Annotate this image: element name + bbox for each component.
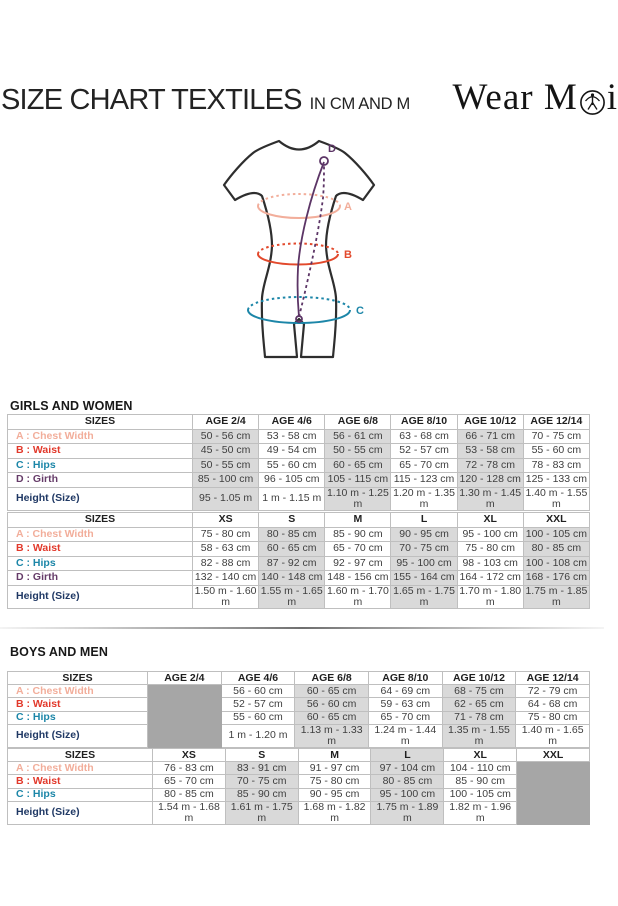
size-cell: 50 - 55 cm [325,444,391,459]
size-cell: 164 - 172 cm [457,571,523,586]
column-header: XL [457,513,523,528]
size-cell: 56 - 61 cm [325,429,391,444]
size-cell: 132 - 140 cm [193,571,259,586]
size-table [7,671,590,748]
size-cell: 56 - 60 cm [295,698,369,711]
table-row [8,585,590,608]
size-cell: 1.50 m - 1.60 m [193,585,259,608]
size-cell: 105 - 115 cm [325,473,391,488]
sizes-column-header: SIZES [8,749,153,762]
table-row [8,762,590,775]
size-cell: 49 - 54 cm [259,444,325,459]
size-cell: 1.13 m - 1.33 m [295,724,369,747]
size-cell: 55 - 60 cm [221,711,295,724]
column-header: AGE 10/12 [442,672,516,685]
size-cell: 65 - 70 cm [153,775,226,788]
size-cell: 100 - 108 cm [523,556,589,571]
column-header: XXL [523,513,589,528]
size-cell: 1 m - 1.15 m [259,487,325,510]
size-cell: 85 - 90 cm [225,788,298,801]
size-cell [148,698,222,711]
size-cell: 59 - 63 cm [368,698,442,711]
row-label: C : Hips [8,458,193,473]
size-cell: 95 - 100 cm [391,556,457,571]
size-cell: 58 - 63 cm [193,542,259,557]
chest-ellipse-front [258,206,340,218]
size-cell: 65 - 70 cm [368,711,442,724]
size-cell: 120 - 128 cm [457,473,523,488]
size-cell: 1.40 m - 1.65 m [516,724,590,747]
size-cell: 50 - 55 cm [193,458,259,473]
size-cell: 1.35 m - 1.55 m [442,724,516,747]
page-title: SIZE CHART TEXTILES [1,84,302,116]
size-cell: 75 - 80 cm [457,542,523,557]
size-cell: 53 - 58 cm [259,429,325,444]
size-cell: 1.30 m - 1.45 m [457,487,523,510]
size-cell: 71 - 78 cm [442,711,516,724]
size-cell: 100 - 105 cm [523,527,589,542]
column-header: M [298,749,371,762]
size-cell [517,801,590,824]
size-cell: 92 - 97 cm [325,556,391,571]
table-girls-women-sizes [7,512,590,609]
row-label: B : Waist [8,542,193,557]
waist-label: B [344,249,352,261]
size-cell: 1.60 m - 1.70 m [325,585,391,608]
row-label: A : Chest Width [8,527,193,542]
size-cell: 100 - 105 cm [444,788,517,801]
size-cell: 91 - 97 cm [298,762,371,775]
size-cell: 1.55 m - 1.65 m [259,585,325,608]
size-table [7,748,590,825]
size-cell: 52 - 57 cm [391,444,457,459]
girth-label: D [328,143,336,155]
size-cell: 78 - 83 cm [523,458,589,473]
size-cell: 104 - 110 cm [444,762,517,775]
column-header: AGE 10/12 [457,415,523,430]
size-cell: 90 - 95 cm [298,788,371,801]
table-row [8,711,590,724]
size-cell: 1.54 m - 1.68 m [153,801,226,824]
size-cell: 85 - 90 cm [444,775,517,788]
size-table [7,414,590,511]
size-cell: 60 - 65 cm [325,458,391,473]
size-cell: 55 - 60 cm [523,444,589,459]
size-cell: 60 - 65 cm [295,685,369,698]
size-cell: 1.10 m - 1.25 m [325,487,391,510]
size-cell: 125 - 133 cm [523,473,589,488]
row-label: B : Waist [8,775,153,788]
size-cell: 98 - 103 cm [457,556,523,571]
column-header: XS [193,513,259,528]
size-cell [148,685,222,698]
size-cell: 65 - 70 cm [325,542,391,557]
size-cell: 70 - 75 cm [391,542,457,557]
column-header: AGE 6/8 [325,415,391,430]
size-cell: 70 - 75 cm [523,429,589,444]
size-cell [517,788,590,801]
size-cell: 64 - 69 cm [368,685,442,698]
size-cell: 50 - 56 cm [193,429,259,444]
column-header: AGE 8/10 [391,415,457,430]
hips-label: C [356,305,364,317]
size-cell [517,775,590,788]
size-cell: 87 - 92 cm [259,556,325,571]
column-header: S [225,749,298,762]
row-label: C : Hips [8,788,153,801]
size-cell: 60 - 65 cm [259,542,325,557]
sizes-column-header: SIZES [8,415,193,430]
size-cell: 1.24 m - 1.44 m [368,724,442,747]
table-row [8,556,590,571]
size-cell: 1.68 m - 1.82 m [298,801,371,824]
girth-line-front [298,162,324,317]
page-header [1,84,410,117]
size-cell: 96 - 105 cm [259,473,325,488]
table-girls-women-ages [7,414,590,511]
size-cell: 85 - 90 cm [325,527,391,542]
table-row [8,724,590,747]
row-label: C : Hips [8,556,193,571]
size-cell: 65 - 70 cm [391,458,457,473]
size-cell: 76 - 83 cm [153,762,226,775]
column-header: AGE 2/4 [148,672,222,685]
table-boys-men-ages [7,671,590,748]
table-row [8,775,590,788]
column-header: XS [153,749,226,762]
chest-label: A [344,201,352,213]
girth-line-back [299,164,324,317]
column-header: S [259,513,325,528]
size-cell: 80 - 85 cm [371,775,444,788]
table-row [8,527,590,542]
sizes-column-header: SIZES [8,672,148,685]
table-row [8,571,590,586]
size-cell: 168 - 176 cm [523,571,589,586]
size-cell: 95 - 100 cm [457,527,523,542]
row-label: Height (Size) [8,585,193,608]
column-header: XXL [517,749,590,762]
size-cell: 63 - 68 cm [391,429,457,444]
mannequin-diagram [178,138,422,382]
dancer-icon [579,89,606,116]
row-label: B : Waist [8,444,193,459]
column-header: XL [444,749,517,762]
size-cell: 52 - 57 cm [221,698,295,711]
table-row [8,698,590,711]
size-cell: 72 - 78 cm [457,458,523,473]
size-cell: 1.61 m - 1.75 m [225,801,298,824]
column-header: L [371,749,444,762]
size-cell: 1.40 m - 1.55 m [523,487,589,510]
row-label: A : Chest Width [8,685,148,698]
column-header: AGE 12/14 [523,415,589,430]
size-cell: 82 - 88 cm [193,556,259,571]
section-heading-girls-women: GIRLS AND WOMEN [10,399,133,413]
table-boys-men-sizes [7,748,590,825]
table-row [8,801,590,824]
size-cell: 1.70 m - 1.80 m [457,585,523,608]
size-cell: 75 - 80 cm [298,775,371,788]
section-divider [0,627,604,629]
page-subtitle: IN CM AND M [309,95,410,113]
table-row [8,429,590,444]
sizes-column-header: SIZES [8,513,193,528]
column-header: M [325,513,391,528]
size-cell: 55 - 60 cm [259,458,325,473]
size-table [7,512,590,609]
size-cell: 83 - 91 cm [225,762,298,775]
size-cell: 1.20 m - 1.35 m [391,487,457,510]
size-cell: 53 - 58 cm [457,444,523,459]
size-cell: 148 - 156 cm [325,571,391,586]
size-cell: 115 - 123 cm [391,473,457,488]
size-cell: 1.82 m - 1.96 m [444,801,517,824]
size-cell: 75 - 80 cm [193,527,259,542]
size-cell: 1 m - 1.20 m [221,724,295,747]
size-cell: 80 - 85 cm [259,527,325,542]
brand-logo [452,76,618,119]
size-cell: 155 - 164 cm [391,571,457,586]
size-cell: 85 - 100 cm [193,473,259,488]
column-header: AGE 2/4 [193,415,259,430]
size-cell [148,724,222,747]
column-header: AGE 4/6 [259,415,325,430]
column-header: AGE 6/8 [295,672,369,685]
column-header: L [391,513,457,528]
table-row [8,788,590,801]
table-row [8,542,590,557]
table-row [8,473,590,488]
row-label: B : Waist [8,698,148,711]
size-cell: 97 - 104 cm [371,762,444,775]
size-cell: 1.65 m - 1.75 m [391,585,457,608]
row-label: C : Hips [8,711,148,724]
chest-ellipse-back [258,194,340,206]
size-cell: 60 - 65 cm [295,711,369,724]
size-cell: 68 - 75 cm [442,685,516,698]
size-cell: 80 - 85 cm [523,542,589,557]
size-cell: 70 - 75 cm [225,775,298,788]
size-cell: 80 - 85 cm [153,788,226,801]
brand-logo-text-end: i [606,77,618,118]
size-cell: 1.75 m - 1.89 m [371,801,444,824]
column-header: AGE 4/6 [221,672,295,685]
row-label: A : Chest Width [8,429,193,444]
size-cell: 45 - 50 cm [193,444,259,459]
size-cell: 75 - 80 cm [516,711,590,724]
size-cell: 1.75 m - 1.85 m [523,585,589,608]
row-label: Height (Size) [8,801,153,824]
size-cell: 95 - 100 cm [371,788,444,801]
size-cell: 90 - 95 cm [391,527,457,542]
row-label: D : Girth [8,473,193,488]
row-label: A : Chest Width [8,762,153,775]
table-row [8,444,590,459]
section-heading-boys-men: BOYS AND MEN [10,645,108,659]
size-cell [517,762,590,775]
table-row [8,458,590,473]
size-cell: 56 - 60 cm [221,685,295,698]
row-label: D : Girth [8,571,193,586]
column-header: AGE 8/10 [368,672,442,685]
table-row [8,487,590,510]
size-cell: 95 - 1.05 m [193,487,259,510]
column-header: AGE 12/14 [516,672,590,685]
brand-logo-text: Wear M [452,77,578,118]
table-row [8,685,590,698]
size-cell: 64 - 68 cm [516,698,590,711]
row-label: Height (Size) [8,487,193,510]
row-label: Height (Size) [8,724,148,747]
size-cell: 140 - 148 cm [259,571,325,586]
size-cell [148,711,222,724]
size-cell: 66 - 71 cm [457,429,523,444]
size-cell: 72 - 79 cm [516,685,590,698]
size-cell: 62 - 65 cm [442,698,516,711]
